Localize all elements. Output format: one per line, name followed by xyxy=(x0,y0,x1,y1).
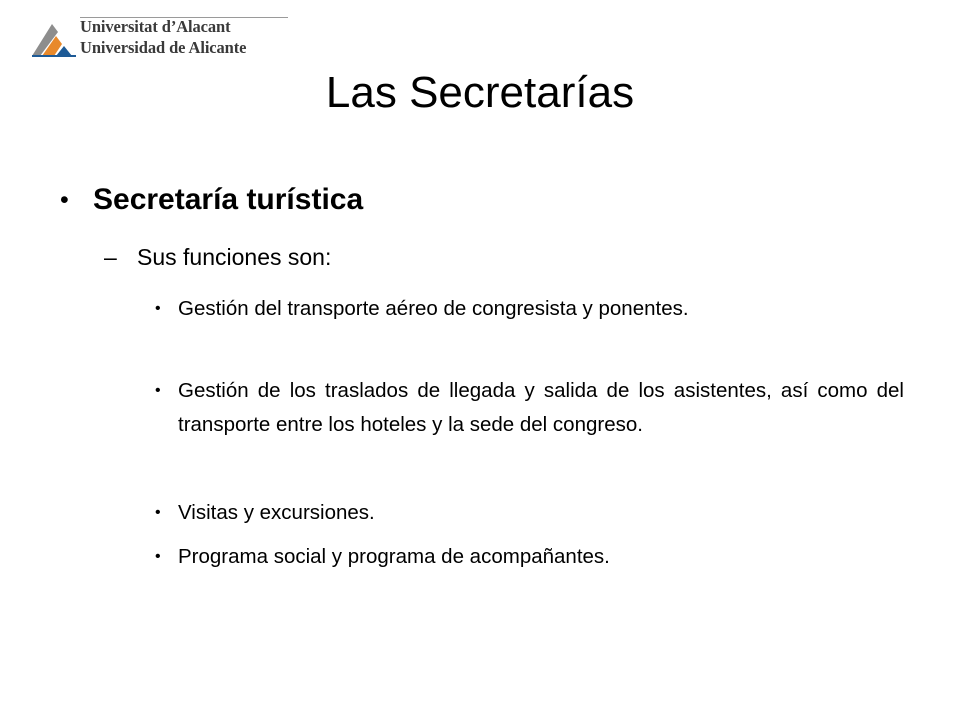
bullet-level2-text: Sus funciones son: xyxy=(137,244,332,270)
list-item-bullet: • xyxy=(155,300,161,317)
slide-title: Las Secretarías xyxy=(325,68,635,117)
logo-wordmark xyxy=(80,16,246,58)
university-logo-icon xyxy=(32,20,76,58)
bullet-level1-text: Secretaría turística xyxy=(93,183,364,216)
list-item-text: Gestión de los traslados de llegada y salida de los asistentes, así como del transporte entre los hoteles y la sede del congreso. xyxy=(178,379,904,436)
bullet-level2 xyxy=(104,238,904,278)
university-logo xyxy=(32,16,262,62)
list-item-bullet: • xyxy=(155,504,161,521)
list-item-text: Programa social y programa de acompañantes. xyxy=(178,545,610,568)
list-item-text: Gestión del transporte aéreo de congresista y ponentes. xyxy=(178,297,689,320)
list-item-bullet: • xyxy=(155,382,161,399)
bullet-level2-marker: – xyxy=(104,244,117,270)
bullet-level1-marker: • xyxy=(60,186,69,214)
bullet-level1 xyxy=(60,178,920,226)
list-item-bullet: • xyxy=(155,548,161,565)
logo-line-valencian: Universitat d’Alacant xyxy=(80,17,231,36)
logo-line-spanish: Universidad de Alicante xyxy=(80,38,247,57)
list-item-text: Visitas y excursiones. xyxy=(178,501,375,524)
